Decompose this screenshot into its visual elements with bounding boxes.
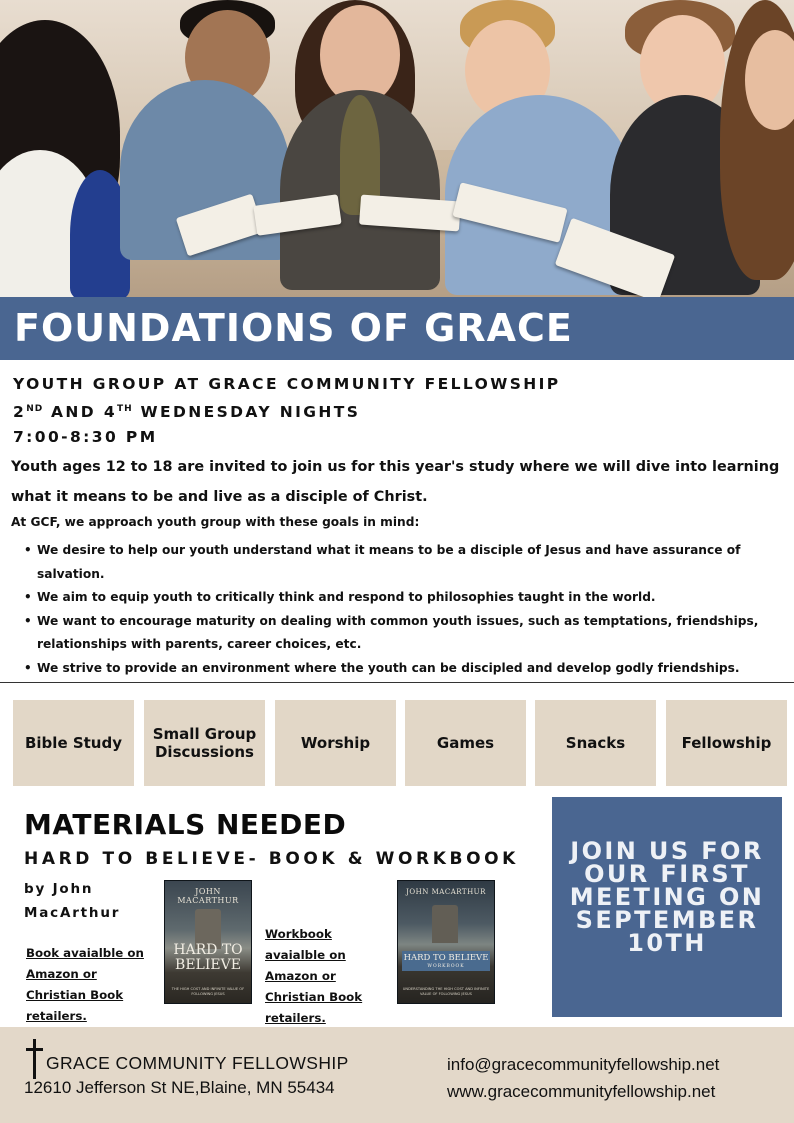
activity-tile: Fellowship [666,700,787,786]
section-divider [0,682,794,683]
list-item: • We want to encourage maturity on dealing with common youth issues, such as temptations, friendships, relationships with parents, career choices, etc. [26,610,766,657]
goals-list [26,539,766,680]
activity-tile: Small Group Discussions [144,700,265,786]
materials-heading: MATERIALS NEEDED [24,808,347,841]
book-availability-link[interactable]: Book avaialble on Amazon or Christian Book retailers. [26,946,144,1023]
goals-lead: At GCF, we approach youth group with these goals in mind: [11,515,420,529]
list-item: • We desire to help our youth understand what it means to be a disciple of Jesus and have assurance of salvation. [26,539,766,586]
meeting-days: 2ND AND 4TH WEDNESDAY NIGHTS [13,403,361,422]
hero-photo [0,0,794,297]
book-author: by John MacArthur [24,881,121,921]
activity-tile: Games [405,700,526,786]
join-callout [552,797,782,1017]
activity-tile: Snacks [535,700,656,786]
workbook-availability-link[interactable]: Workbook avaialble on Amazon or Christian Book retailers. [265,927,363,1025]
activity-tiles [13,700,787,786]
meeting-time: 7:00-8:30 PM [13,428,158,447]
page-title: FOUNDATIONS OF GRACE [14,306,573,350]
event-info [13,372,783,450]
list-item: • We aim to equip youth to critically think and respond to philosophies taught in the world. [26,586,766,610]
materials-subheading: HARD TO BELIEVE- BOOK & WORKBOOK [24,849,519,869]
join-text: JOIN US FOR OUR FIRST MEETING ON SEPTEMBER 10TH [569,837,765,957]
group-name: YOUTH GROUP AT GRACE COMMUNITY FELLOWSHIP [13,375,561,393]
cross-icon [24,1039,46,1079]
activity-tile: Bible Study [13,700,134,786]
church-address: 12610 Jefferson St NE,Blaine, MN 55434 [24,1078,335,1097]
footer [0,1027,794,1123]
workbook-cover-image: JOHN MACARTHUR HARD TO BELIEVE WORKBOOK UNDERSTANDING THE HIGH COST AND INFINITE VALUE OF FOLLOWING JESUS [397,880,495,1004]
book-cover-image: JOHN MACARTHUR HARD TO BELIEVE THE HIGH COST AND INFINITE VALUE OF FOLLOWING JESUS [164,880,252,1004]
title-banner [0,297,794,360]
list-item: • We strive to provide an environment where the youth can be discipled and develop godly friendships. [26,657,766,681]
intro-paragraph: Youth ages 12 to 18 are invited to join us for this year's study where we will dive into learning what it means to be and live as a disciple of Christ. [11,459,780,505]
church-name: GRACE COMMUNITY FELLOWSHIP [46,1053,349,1073]
activity-tile: Worship [275,700,396,786]
contact-email[interactable]: info@gracecommunityfellowship.net [447,1055,720,1074]
website-link[interactable]: www.gracecommunityfellowship.net [447,1082,716,1101]
